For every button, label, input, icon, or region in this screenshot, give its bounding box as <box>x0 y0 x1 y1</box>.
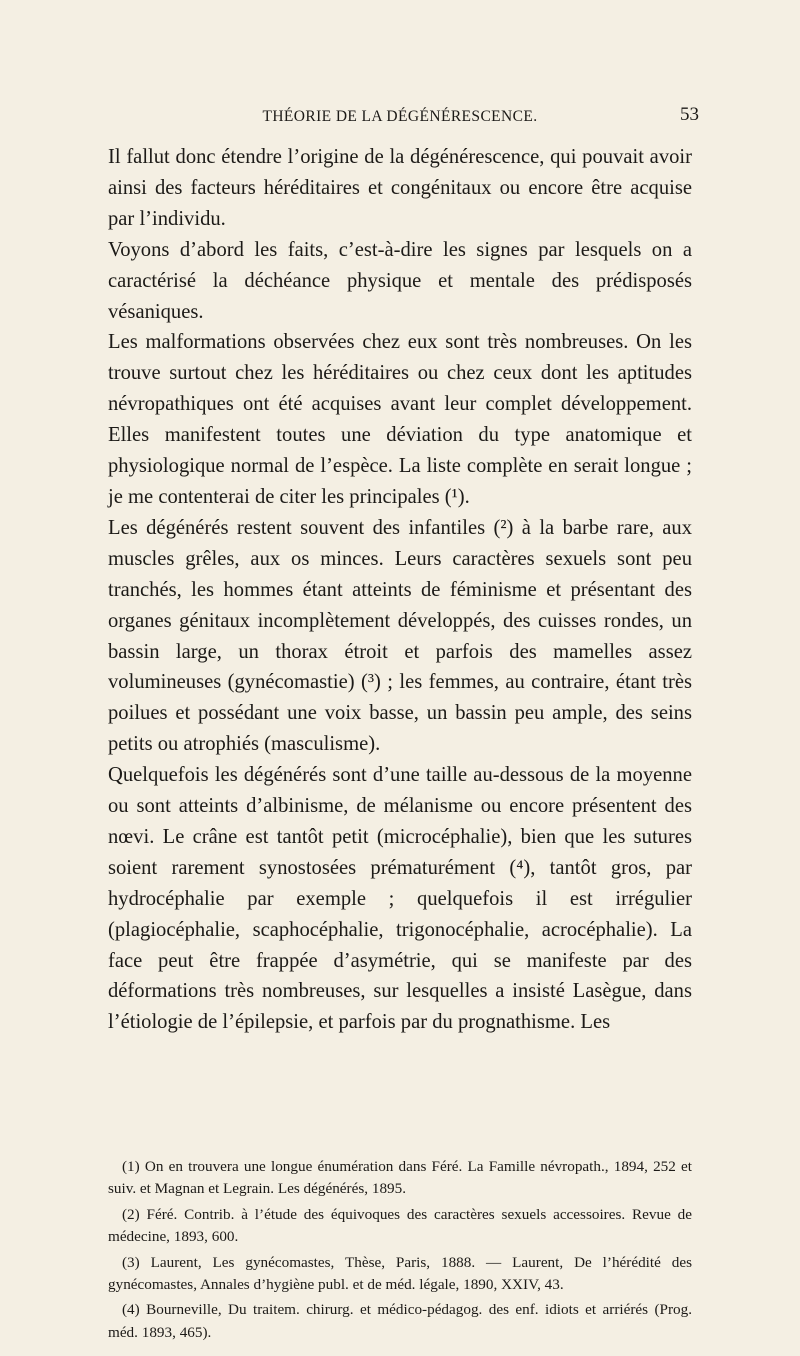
footnote: (4) Bourneville, Du traitem. chirurg. et médico-pédagog. des enf. idiots et arriérés (Prog. méd. 1893, 465). <box>108 1301 692 1341</box>
paragraph: Il fallut donc étendre l’origine de la dégénérescence, qui pouvait avoir ainsi des facteurs héréditaires et congénitaux ou encore être acquise par l’individu. <box>108 146 692 230</box>
paragraph: Quelquefois les dégénérés sont d’une taille au-dessous de la moyenne ou sont atteints d’albinisme, de mélanisme ou encore présentent des nœvi. Le crâne est tantôt petit (microcéphalie), bien que les sutures soient rarement synostosées prématurément (⁴), tantôt gros, par hydrocéphalie par exemple ; quelquefois il est irrégulier (plagiocéphalie, scaphocéphalie, trigonocéphalie, acrocéphalie). La face peut être frappée d’asymétrie, qui se manifeste par des déformations très nombreuses, sur lesquelles a insisté Lasègue, dans l’étiologie de l’épilepsie, et parfois par du prognathisme. Les <box>108 764 692 1034</box>
paragraph: Les dégénérés restent souvent des infantiles (²) à la barbe rare, aux muscles grêles, aux os minces. Leurs caractères sexuels sont peu tranchés, les hommes étant atteints de féminisme et présentant des organes génitaux incomplètement développés, des cuisses rondes, un bassin large, un thorax étroit et parfois des mamelles assez volumineuses (gynécomastie) (³) ; les femmes, au contraire, étant très poilues et possédant une voix basse, un bassin peu ample, des seins petits ou atrophiés (masculisme). <box>108 516 692 756</box>
footnote: (2) Féré. Contrib. à l’étude des équivoques des caractères sexuels accessoires. Revue de médecine, 1893, 600. <box>108 1205 692 1246</box>
paragraph: Voyons d’abord les faits, c’est-à-dire les signes par lesquels on a caractérisé la déchéance physique et mentale des prédisposés vésaniques. <box>108 238 692 323</box>
footnote: (3) Laurent, Les gynécomastes, Thèse, Paris, 1888. — Laurent, De l’hérédité des gynécomastes, Annales d’hygiène publ. et de méd. légale, 1890, XXIV, 43. <box>108 1253 692 1294</box>
page-number: 53 <box>680 104 699 125</box>
paragraph: Les malformations observées chez eux sont très nombreuses. On les trouve surtout chez les héréditaires ou chez ceux dont les aptitudes névropathiques ont été acquises avant leur complet développement. Elles manifestent toutes une déviation du type anatomique et physiologique normal de l’espèce. La liste complète en serait longue ; je me contenterai de citer les principales (¹). <box>108 331 692 508</box>
footnotes <box>108 1156 692 1347</box>
running-title: THÉORIE DE LA DÉGÉNÉRESCENCE. <box>262 108 538 125</box>
main-text <box>108 142 692 1038</box>
footnote: (1) On en trouvera une longue énumération dans Féré. La Famille névropath., 1894, 252 et suiv. et Magnan et Legrain. Les dégénérés, 1895. <box>108 1158 692 1198</box>
